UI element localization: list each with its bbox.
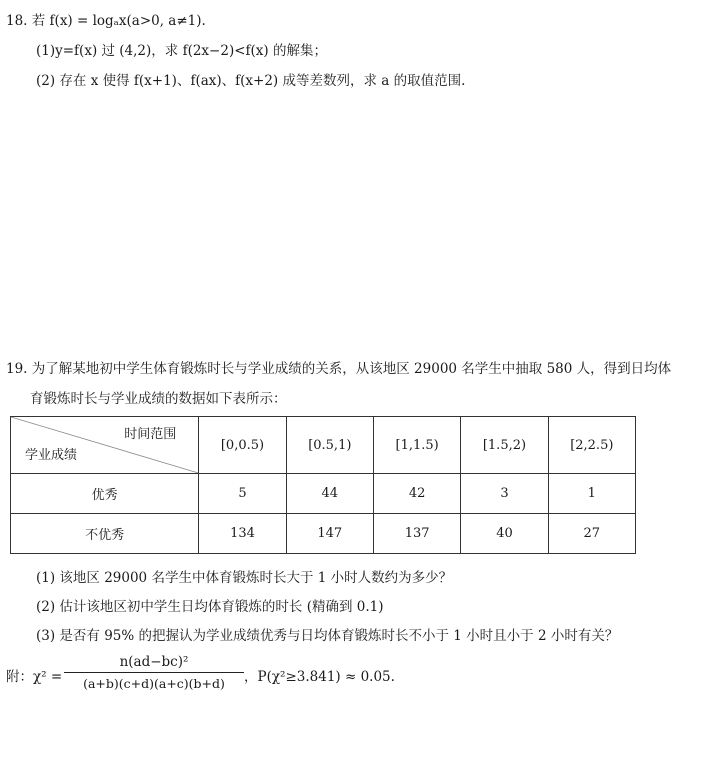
column-header: [1.5,2) [461,417,548,474]
table-cell: 134 [199,514,286,554]
q19-part3: (3) 是否有 95% 的把握认为学业成绩优秀与日均体育锻炼时长不小于 1 小时且小于 2 小时有关？ [36,628,619,644]
table-cell: 147 [286,514,373,554]
table-corner-cell [11,417,199,474]
q19-text-line1: 19. 为了解某地初中学生体育锻炼时长与学业成绩的关系，从该地区 29000 名学生中抽取 580 人，得到日均体 [6,361,672,377]
column-header: [0,0.5) [199,417,286,474]
row-label: 不优秀 [11,514,199,554]
table-header-row [11,417,636,474]
formula-fraction [64,652,244,693]
corner-label-time-range: 时间范围 [124,427,177,442]
table-cell: 27 [548,514,635,554]
data-table [10,416,636,554]
table-cell: 40 [461,514,548,554]
corner-label-grade: 学业成绩 [25,448,78,463]
table-cell: 3 [461,474,548,514]
formula-tail: ，P(χ²≥3.841) ≈ 0.05. [244,669,395,685]
table-cell: 44 [286,474,373,514]
column-header: [0.5,1) [286,417,373,474]
table-cell: 42 [373,474,460,514]
formula-label: 附：χ² = [6,669,63,685]
table-cell: 137 [373,514,460,554]
table-row [11,474,636,514]
row-label: 优秀 [11,474,199,514]
formula-denominator: (a+b)(c+d)(a+c)(b+d) [83,676,225,691]
q18-part1: (1)y=f(x) 过 (4,2)，求 f(2x−2)<f(x) 的解集； [36,43,327,59]
column-header: [1,1.5) [373,417,460,474]
formula-numerator: n(ad−bc)² [64,652,244,673]
q18-part2: (2) 存在 x 使得 f(x+1)、f(ax)、f(x+2) 成等差数列，求 a 的取值范围. [36,73,466,89]
table-row [11,514,636,554]
q19-part2: (2) 估计该地区初中学生日均体育锻炼的时长 (精确到 0.1) [36,599,384,615]
table-cell: 1 [548,474,635,514]
q19-text-line2: 育锻炼时长与学业成绩的数据如下表所示： [30,391,287,407]
column-header: [2,2.5) [548,417,635,474]
q19-part1: (1) 该地区 29000 名学生中体育锻炼时长大于 1 小时人数约为多少？ [36,570,453,586]
q18-title: 18. 若 f(x) = logₐx(a>0, a≠1). [6,13,206,29]
table-cell: 5 [199,474,286,514]
